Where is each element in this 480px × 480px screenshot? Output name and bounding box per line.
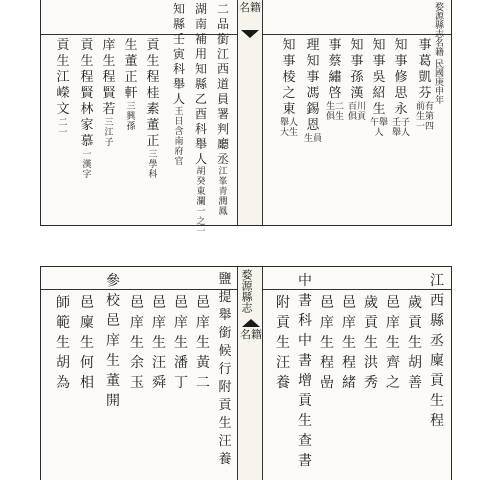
glyph: 邑: [386, 295, 400, 311]
glyph: 校: [106, 293, 120, 309]
glyph: 舉: [218, 308, 232, 323]
glyph: 事: [394, 54, 408, 69]
glyph: 縣: [430, 313, 444, 329]
glyph: 程: [80, 70, 94, 85]
glyph: 程: [146, 70, 160, 85]
text-column-d3: [381, 293, 405, 393]
glyph: 行: [218, 362, 232, 377]
glyph: 品: [216, 17, 229, 31]
fish-tail-mark: [241, 30, 259, 38]
glyph: 補: [194, 32, 207, 46]
glyph: 賢: [80, 86, 94, 101]
glyph: 事: [328, 38, 342, 53]
tail-glyph: 一: [196, 227, 206, 237]
glyph: 人: [172, 92, 185, 106]
glyph: 永: [394, 102, 408, 117]
glyph: 慕: [80, 134, 94, 149]
glyph: 生: [174, 335, 188, 351]
glyph: 縣: [194, 77, 207, 91]
text-column-c1: [413, 38, 437, 132]
glyph: 棱: [282, 70, 296, 85]
text-column-c11: [141, 38, 165, 180]
glyph: 生: [218, 416, 232, 431]
glyph: 湖: [194, 2, 207, 16]
bottom-section-mark: 名籍: [240, 328, 262, 341]
glyph: 芬: [418, 86, 432, 101]
glyph: 生: [56, 335, 70, 351]
glyph: 桂: [146, 86, 160, 101]
glyph: 思: [394, 86, 408, 101]
text-column-d11: [169, 293, 193, 393]
text-column-d1: [425, 271, 449, 431]
glyph: 文: [56, 102, 70, 117]
glyph: 正: [146, 134, 160, 149]
glyph: 事: [282, 54, 296, 69]
glyph: 增: [298, 373, 312, 389]
glyph: 二: [216, 2, 229, 16]
glyph: 汪: [152, 355, 166, 371]
glyph: 緒: [342, 375, 356, 391]
annotation-glyph: 生二: [325, 102, 344, 112]
glyph: 程: [102, 70, 116, 85]
glyph: 為: [56, 375, 70, 391]
glyph: 蔡: [328, 54, 342, 69]
text-column-d13: [125, 293, 149, 393]
glyph: 銜: [216, 32, 229, 46]
glyph: 鹽: [218, 272, 232, 287]
glyph: 何: [80, 355, 94, 371]
glyph: 相: [80, 375, 94, 391]
glyph: 庠: [106, 333, 120, 349]
glyph: 程: [430, 413, 444, 429]
annotation-glyph: 生員: [303, 134, 322, 144]
glyph: 秀: [364, 375, 378, 391]
text-column-d2: [403, 293, 427, 393]
bottom-page: [40, 266, 452, 480]
glyph: 貢: [276, 315, 290, 331]
glyph: 舉: [194, 137, 207, 151]
glyph: 寅: [172, 47, 185, 61]
annotation-glyph: 興: [126, 112, 136, 122]
glyph: 候: [218, 344, 232, 359]
text-column-d15: [75, 293, 99, 393]
glyph: 庠: [196, 315, 210, 331]
glyph: 生: [364, 335, 378, 351]
glyph: 知: [372, 38, 386, 53]
glyph: 董: [106, 373, 120, 389]
glyph: 庠: [102, 38, 116, 53]
glyph: 生: [342, 335, 356, 351]
glyph: 範: [56, 315, 70, 331]
glyph: 庠: [174, 315, 188, 331]
glyph: 邑: [106, 313, 120, 329]
glyph: 生: [56, 54, 70, 69]
glyph: 查: [298, 433, 312, 449]
tail-glyph: 含: [174, 127, 184, 137]
glyph: 凱: [418, 70, 432, 85]
glyph: 中: [298, 333, 312, 349]
glyph: 附: [276, 295, 290, 311]
text-column-d6: [315, 293, 339, 393]
glyph: 東: [282, 102, 296, 117]
top-margin-title: [239, 2, 261, 14]
text-column-c8: [211, 2, 235, 217]
glyph: 邑: [152, 295, 166, 311]
text-column-d7: [293, 271, 317, 471]
annotation-glyph: 人: [374, 128, 384, 138]
glyph: 提: [218, 290, 232, 305]
bottom-margin-title: [240, 269, 262, 341]
glyph: 貢: [56, 38, 70, 53]
glyph: 洪: [364, 355, 378, 371]
tail-glyph: 鳳: [218, 207, 228, 217]
glyph: 啓: [328, 86, 342, 101]
tail-glyph: 潤: [218, 197, 228, 207]
glyph: 舜: [152, 375, 166, 391]
margin-title-text: 婺源縣志名籍 民國庚申年: [433, 2, 443, 104]
glyph: 二: [196, 375, 210, 391]
text-column-c13: [97, 38, 121, 148]
text-column-c7: [277, 38, 301, 138]
glyph: 邑: [342, 295, 356, 311]
glyph: 生: [80, 335, 94, 351]
glyph: 科: [298, 313, 312, 329]
text-column-d4: [359, 293, 383, 393]
text-column-d16: [51, 293, 75, 393]
glyph: 生: [408, 335, 422, 351]
glyph: 胡: [408, 355, 422, 371]
glyph: 余: [130, 355, 144, 371]
glyph: 庠: [320, 315, 334, 331]
glyph: 邑: [80, 295, 94, 311]
text-column-c12: [119, 38, 143, 132]
glyph: 善: [408, 375, 422, 391]
glyph: 修: [394, 70, 408, 85]
glyph: 庠: [386, 315, 400, 331]
text-column-c14: [75, 38, 99, 180]
text-column-d12: [147, 293, 171, 393]
glyph: 判: [216, 122, 229, 136]
glyph: 書: [298, 293, 312, 309]
glyph: 事: [350, 54, 364, 69]
glyph: 丁: [174, 375, 188, 391]
glyph: 家: [80, 118, 94, 133]
text-column-d5: [337, 293, 361, 393]
annotation-glyph: 三: [148, 150, 158, 160]
glyph: 生: [152, 335, 166, 351]
annotation-glyph: 舉人: [391, 128, 410, 138]
glyph: 庠: [342, 315, 356, 331]
annotation-glyph: 科: [148, 170, 158, 180]
annotation-glyph: 一四: [415, 122, 434, 132]
glyph: 科: [194, 122, 207, 136]
glyph: 嵒: [320, 375, 334, 391]
glyph: 恩: [306, 118, 320, 133]
glyph: 賢: [102, 86, 116, 101]
glyph: 丞: [216, 152, 229, 166]
text-column-c5: [323, 38, 347, 122]
annotation-glyph: 三: [126, 102, 136, 112]
glyph: 生: [320, 335, 334, 351]
tail-glyph: 日: [174, 117, 184, 127]
annotation-glyph: 學: [148, 160, 158, 170]
annotation-glyph: 漢: [82, 160, 92, 170]
glyph: 理: [306, 38, 320, 53]
annotation-glyph: 子: [104, 138, 114, 148]
glyph: 廩: [80, 315, 94, 331]
text-column-c3: [367, 38, 391, 138]
glyph: 生: [106, 353, 120, 369]
text-column-d14: [101, 271, 125, 411]
tail-glyph: 東: [196, 187, 206, 197]
tail-glyph: 之: [196, 217, 206, 227]
glyph: 庠: [130, 315, 144, 331]
glyph: 邑: [320, 295, 334, 311]
glyph: 汪: [218, 434, 232, 449]
top-page: [40, 0, 452, 237]
tail-glyph: 癸: [196, 177, 206, 187]
glyph: 生: [130, 335, 144, 351]
glyph: 參: [106, 273, 120, 289]
glyph: 庠: [152, 315, 166, 331]
tail-glyph: 府: [174, 147, 184, 157]
glyph: 貢: [218, 398, 232, 413]
glyph: 繡: [328, 70, 342, 85]
glyph: 吳: [372, 70, 386, 85]
text-column-c2: [389, 38, 413, 138]
glyph: 廩: [430, 353, 444, 369]
tail-glyph: 江: [218, 167, 228, 177]
glyph: 舉: [172, 77, 185, 91]
glyph: 養: [218, 452, 232, 467]
annotation-glyph: 孫: [126, 122, 136, 132]
glyph: 生: [80, 54, 94, 69]
annotation-glyph: 百川: [347, 102, 366, 112]
glyph: 孫: [350, 70, 364, 85]
annotation-glyph: 字: [82, 170, 92, 180]
glyph: 廳: [216, 137, 229, 151]
scan-gap: [0, 226, 480, 266]
glyph: 道: [216, 77, 229, 91]
glyph: 事: [306, 70, 320, 85]
glyph: 之: [282, 86, 296, 101]
glyph: 董: [124, 54, 138, 69]
glyph: 丞: [430, 333, 444, 349]
glyph: 南: [194, 17, 207, 31]
glyph: 貢: [298, 393, 312, 409]
glyph: 錫: [306, 102, 320, 117]
glyph: 事: [372, 54, 386, 69]
annotation-glyph: 午舉: [369, 118, 388, 128]
tail-glyph: 胡: [196, 167, 206, 177]
glyph: 程: [342, 355, 356, 371]
annotation-glyph: 一: [58, 128, 68, 138]
glyph: 軒: [124, 86, 138, 101]
tail-glyph: 青: [218, 187, 228, 197]
glyph: 壬: [172, 32, 185, 46]
glyph: 汪: [276, 355, 290, 371]
glyph: 西: [430, 293, 444, 309]
glyph: 附: [218, 380, 232, 395]
annotation-glyph: 生第: [415, 112, 434, 122]
glyph: 生: [196, 335, 210, 351]
glyph: 科: [172, 62, 185, 76]
glyph: 葛: [418, 54, 432, 69]
glyph: 之: [386, 375, 400, 391]
glyph: 知: [194, 62, 207, 76]
glyph: 乙: [194, 92, 207, 106]
glyph: 邑: [174, 295, 188, 311]
text-column-d8: [271, 293, 295, 393]
glyph: 江: [430, 273, 444, 289]
glyph: 程: [320, 355, 334, 371]
text-column-c4: [345, 38, 369, 122]
annotation-glyph: 一: [82, 150, 92, 160]
glyph: 董: [146, 118, 160, 133]
text-column-c6: [301, 38, 325, 144]
glyph: 用: [194, 47, 207, 61]
glyph: 貢: [408, 315, 422, 331]
glyph: 書: [298, 453, 312, 469]
tail-glyph: 南: [174, 137, 184, 147]
annotation-glyph: 壬子: [391, 118, 410, 128]
tail-glyph: 瀾: [196, 197, 206, 207]
glyph: 生: [386, 335, 400, 351]
glyph: 若: [102, 102, 116, 117]
glyph: 西: [216, 62, 229, 76]
glyph: 生: [146, 54, 160, 69]
glyph: 潘: [174, 355, 188, 371]
glyph: 玉: [130, 375, 144, 391]
annotation-glyph: 前有: [415, 102, 434, 112]
glyph: 書: [298, 353, 312, 369]
glyph: 馮: [306, 86, 320, 101]
glyph: 貢: [146, 38, 160, 53]
glyph: 漢: [350, 86, 364, 101]
glyph: 江: [56, 70, 70, 85]
glyph: 開: [106, 393, 120, 409]
glyph: 素: [146, 102, 160, 117]
glyph: 貢: [364, 315, 378, 331]
annotation-glyph: 三: [104, 118, 114, 128]
annotation-glyph: 大生: [279, 128, 298, 138]
glyph: 師: [56, 295, 70, 311]
annotation-glyph: 二: [58, 118, 68, 128]
glyph: 養: [276, 375, 290, 391]
glyph: 生: [276, 335, 290, 351]
glyph: 紹: [372, 86, 386, 101]
glyph: 縣: [172, 17, 185, 31]
glyph: 知: [394, 38, 408, 53]
annotation-glyph: 江: [104, 128, 114, 138]
glyph: 歲: [408, 295, 422, 311]
glyph: 生: [372, 102, 386, 117]
glyph: 酉: [194, 107, 207, 121]
text-column-c15: [51, 38, 75, 138]
tail-glyph: 王: [174, 107, 184, 117]
glyph: 銜: [218, 326, 232, 341]
glyph: 人: [194, 152, 207, 166]
glyph: 胡: [56, 355, 70, 371]
glyph: 知: [350, 38, 364, 53]
text-column-c10: [167, 2, 191, 167]
text-column-d10: [191, 293, 215, 393]
bottom-margin-title-text: 婺源縣志: [240, 269, 253, 313]
annotation-glyph: 舉人: [279, 118, 298, 128]
glyph: 知: [172, 2, 185, 16]
annotation-glyph: 俱生: [325, 112, 344, 122]
glyph: 生: [298, 413, 312, 429]
glyph: 齊: [386, 355, 400, 371]
glyph: 黃: [196, 355, 210, 371]
glyph: 知: [282, 38, 296, 53]
glyph: 林: [80, 102, 94, 117]
glyph: 貢: [80, 38, 94, 53]
glyph: 邑: [130, 295, 144, 311]
glyph: 江: [216, 47, 229, 61]
glyph: 中: [298, 273, 312, 289]
glyph: 貢: [430, 373, 444, 389]
fish-tail-mark: [242, 319, 260, 327]
glyph: 生: [102, 54, 116, 69]
glyph: 歲: [364, 295, 378, 311]
glyph: 嶸: [56, 86, 70, 101]
section-mark: 名籍: [239, 1, 261, 14]
glyph: 生: [124, 38, 138, 53]
glyph: 邑: [196, 295, 210, 311]
tail-glyph: 峯: [218, 177, 228, 187]
glyph: 正: [124, 70, 138, 85]
glyph: 署: [216, 107, 229, 121]
text-column-d9: [213, 271, 237, 469]
glyph: 員: [216, 92, 229, 106]
glyph: 知: [306, 54, 320, 69]
tail-glyph: 官: [174, 157, 184, 167]
glyph: 事: [418, 38, 432, 53]
annotation-glyph: 俱貢: [347, 112, 366, 122]
text-column-c9: [189, 2, 213, 237]
tail-glyph: 一: [196, 207, 206, 217]
glyph: 生: [430, 393, 444, 409]
